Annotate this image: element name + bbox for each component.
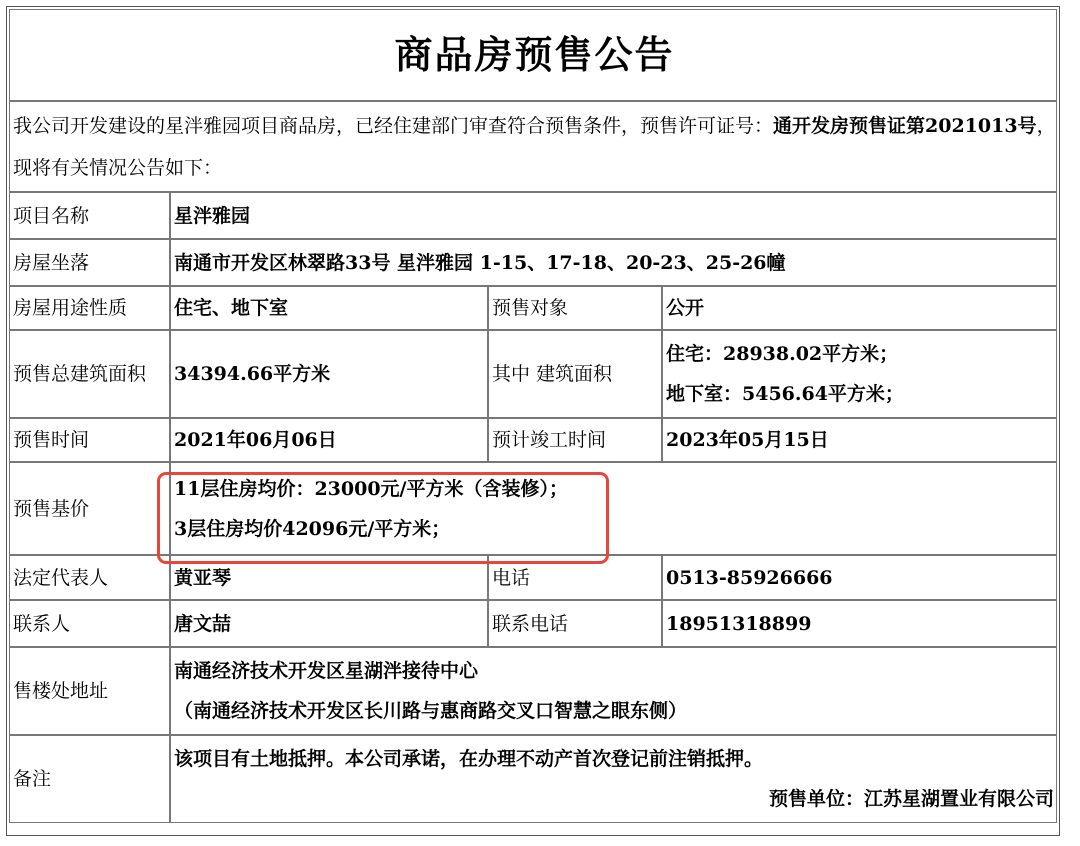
value-sales-office (170, 647, 1057, 735)
residential-area: 住宅：28938.02平方米； (666, 343, 899, 365)
label-contact: 联系人 (9, 600, 170, 647)
price-line-1: 11层住房均价：23000元/平方米（含装修）； (174, 477, 568, 500)
value-presale-time: 2021年06月06日 (170, 418, 488, 462)
label-remarks: 备注 (9, 735, 170, 823)
title-row (9, 9, 1057, 101)
row-price (9, 462, 1057, 555)
sales-office-line-1: 南通经济技术开发区星湖泮接待中心 (174, 660, 479, 682)
row-area (9, 330, 1057, 418)
label-project-name: 项目名称 (9, 192, 170, 239)
row-contact (9, 600, 1057, 647)
value-remarks (170, 735, 1057, 823)
value-location: 南通市开发区林翠路33号 星泮雅园 1-15、17-18、20-23、25-26幢 (170, 239, 1057, 286)
value-phone: 0513-85926666 (662, 555, 1057, 600)
notice-title: 商品房预售公告 (9, 9, 1057, 101)
label-location: 房屋坐落 (9, 239, 170, 286)
label-buyers: 预售对象 (488, 286, 662, 330)
value-usage: 住宅、地下室 (170, 286, 488, 330)
issuer-signature: 预售单位：江苏星湖置业有限公司 (769, 788, 1055, 810)
value-buyers: 公开 (662, 286, 1057, 330)
notice-table (9, 9, 1057, 823)
row-usage (9, 286, 1057, 330)
value-contact-phone: 18951318899 (662, 600, 1057, 647)
label-completion-time: 预计竣工时间 (488, 418, 662, 462)
basement-area: 地下室：5456.64平方米； (666, 383, 904, 405)
label-usage: 房屋用途性质 (9, 286, 170, 330)
intro-tail: ，现将有关情况公告如下： (13, 115, 1056, 179)
row-sales-office (9, 647, 1057, 735)
row-remarks (9, 735, 1057, 823)
value-total-area: 34394.66平方米 (170, 330, 488, 418)
license-number: 通开发房预售证第2021013号 (773, 115, 1037, 137)
intro-paragraph (9, 101, 1057, 192)
value-completion-time: 2023年05月15日 (662, 418, 1057, 462)
row-time (9, 418, 1057, 462)
value-contact: 唐文喆 (170, 600, 488, 647)
label-legal-rep: 法定代表人 (9, 555, 170, 600)
row-legal-rep (9, 555, 1057, 600)
sales-office-line-2: （南通经济技术开发区长川路与惠商路交叉口智慧之眼东侧） (174, 700, 688, 722)
remarks-text: 该项目有土地抵押。本公司承诺，在办理不动产首次登记前注销抵押。 (174, 748, 764, 770)
label-total-area: 预售总建筑面积 (9, 330, 170, 418)
value-base-price (170, 462, 1057, 555)
label-contact-phone: 联系电话 (488, 600, 662, 647)
intro-row (9, 101, 1057, 192)
label-phone: 电话 (488, 555, 662, 600)
label-base-price: 预售基价 (9, 462, 170, 555)
row-project-name (9, 192, 1057, 239)
value-legal-rep: 黄亚琴 (170, 555, 488, 600)
notice-frame (6, 6, 1060, 836)
price-line-2: 3层住房均价42096元/平方米； (174, 517, 451, 540)
label-presale-time: 预售时间 (9, 418, 170, 462)
label-area-breakdown: 其中 建筑面积 (488, 330, 662, 418)
intro-text: 我公司开发建设的星泮雅园项目商品房，已经住建部门审查符合预售条件，预售许可证号： (13, 115, 774, 137)
value-project-name: 星泮雅园 (170, 192, 1057, 239)
value-area-breakdown (662, 330, 1057, 418)
row-location (9, 239, 1057, 286)
label-sales-office: 售楼处地址 (9, 647, 170, 735)
